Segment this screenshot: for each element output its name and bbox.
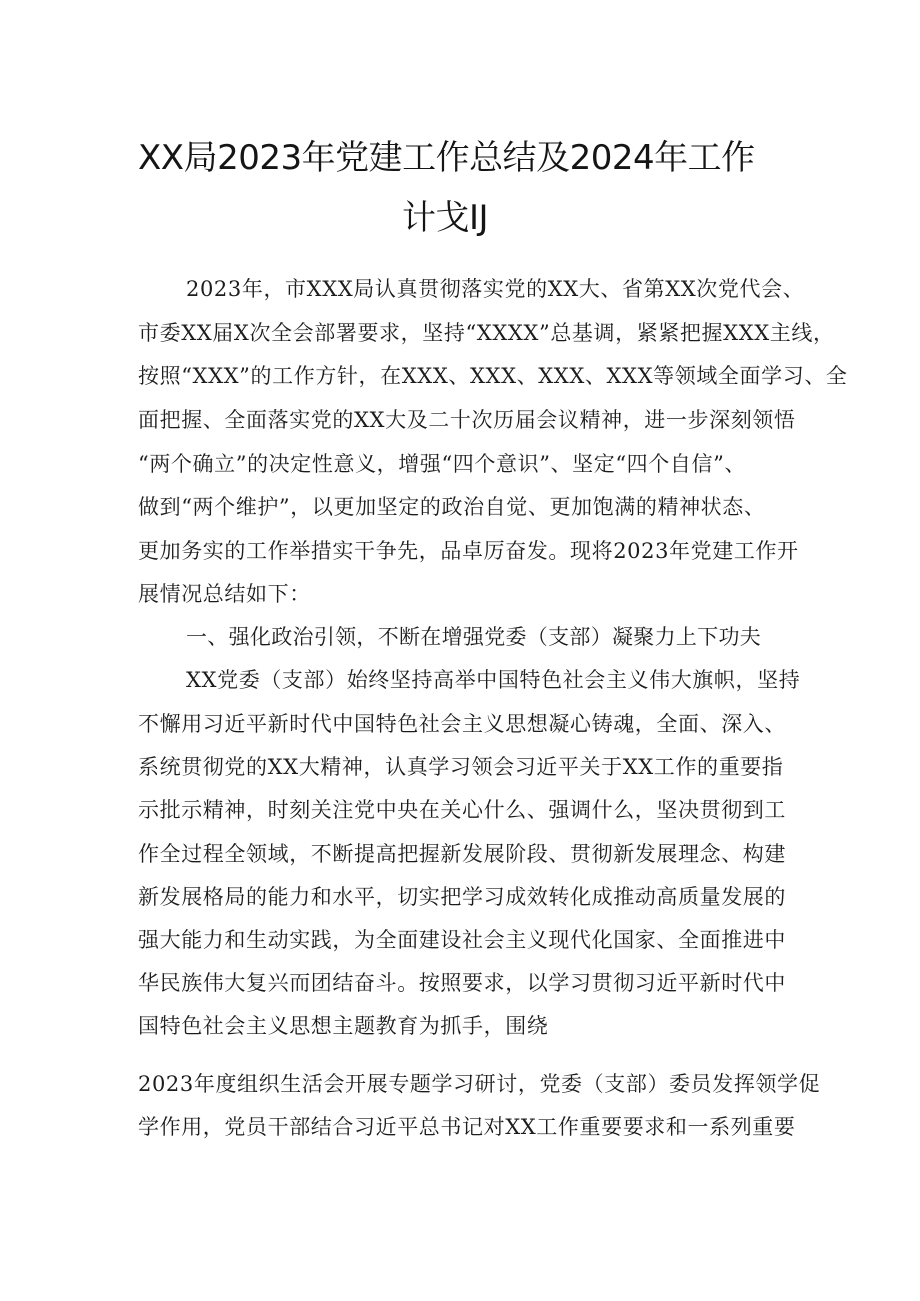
section-1-continued-line-2: 学作用，党员干部结合习近平总书记对XX工作重要要求和一系列重要	[138, 1115, 796, 1139]
section-1-paragraph-line-7: 强大能力和生动实践，为全面建设社会主义现代化国家、全面推进中	[138, 928, 786, 952]
document-title-line-2: 计戈IJ	[402, 198, 489, 238]
intro-paragraph-line-1: 2023年，市XXX局认真贯彻落实党的XX大、省第XX次党代会、	[186, 277, 805, 301]
intro-paragraph-line-5: “两个确立”的决定性意义，增强“四个意识”、坚定“四个自信”、	[138, 452, 747, 476]
intro-paragraph-line-8: 展情况总结如下：	[138, 582, 311, 606]
section-1-paragraph-line-2: 不懈用习近平新时代中国特色社会主义思想凝心铸魂，全面、深入、	[138, 712, 786, 736]
section-1-paragraph-line-8: 华民族伟大复兴而团结奋斗。按照要求，以学习贯彻习近平新时代中	[138, 971, 786, 995]
intro-paragraph-line-6: 做到“两个维护”，以更加坚定的政治自觉、更加饱满的精神状态、	[138, 495, 766, 519]
section-1-continued-line-1: 2023年度组织生活会开展专题学习研讨，党委（支部）委员发挥领学促	[138, 1072, 821, 1096]
intro-paragraph-line-4: 面把握、全面落实党的XX大及二十次历届会议精神，进一步深刻领悟	[138, 408, 796, 432]
intro-paragraph-line-7: 更加务实的工作举措实干争先，品卓厉奋发。现将2023年党建工作开	[138, 539, 799, 563]
section-1-paragraph-line-1: XX党委（支部）始终坚持高举中国特色社会主义伟大旗帜，坚持	[186, 668, 801, 692]
section-1-paragraph-line-9: 国特色社会主义思想主题教育为抓手，围绕	[138, 1014, 549, 1038]
document-title-line-1: XX局2023年党建工作总结及2024年工作	[138, 138, 755, 178]
intro-paragraph-line-2: 市委XX届X次全会部署要求，坚持“XXXX”总基调，紧紧把握XXX主线，	[138, 321, 835, 345]
intro-paragraph-line-3: 按照“XXX”的工作方针，在XXX、XXX、XXX、XXX等领域全面学习、全	[138, 364, 848, 388]
section-1-paragraph-line-5: 作全过程全领域，不断提高把握新发展阶段、贯彻新发展理念、构建	[138, 842, 786, 866]
section-1-paragraph-line-3: 系统贯彻党的XX大精神，认真学习领会习近平关于XX工作的重要指	[138, 755, 784, 779]
section-1-paragraph-line-4: 示批示精神，时刻关注党中央在关心什么、强调什么，坚决贯彻到工	[138, 798, 786, 822]
section-1-heading: 一、强化政治引领，不断在增强党委（支部）凝聚力上下功夫	[186, 625, 762, 649]
section-1-paragraph-line-6: 新发展格局的能力和水平，切实把学习成效转化成推动高质量发展的	[138, 885, 786, 909]
